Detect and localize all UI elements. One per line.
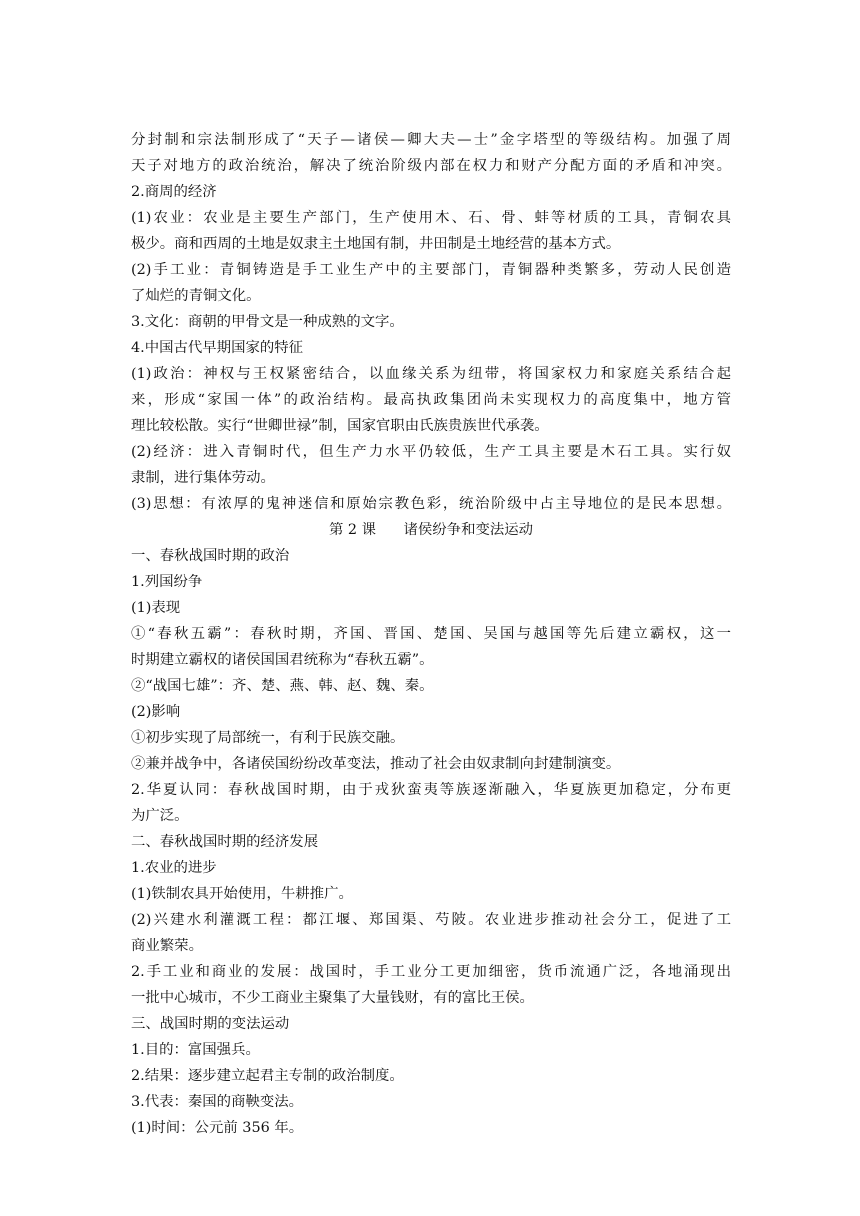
- text-line: ②兼并战争中，各诸侯国纷纷改革变法，推动了社会由奴隶制向封建制演变。: [131, 756, 621, 772]
- document-body: [131, 127, 731, 1141]
- text-line: 2.华夏认同：春秋战国时期，由于戎狄蛮夷等族逐渐融入，华夏族更加稳定，分布更: [131, 782, 731, 798]
- text-line: 2.结果：逐步建立起君主专制的政治制度。: [131, 1068, 404, 1084]
- text-line: (2)手工业：青铜铸造是手工业生产中的主要部门，青铜器种类繁多，劳动人民创造: [131, 262, 731, 278]
- text-line: 二、春秋战国时期的经济发展: [131, 834, 319, 850]
- text-line: 1.农业的进步: [131, 860, 217, 876]
- text-line: (3)思想：有浓厚的鬼神迷信和原始宗教色彩，统治阶级中占主导地位的是民本思想。: [131, 496, 731, 512]
- text-line: 来，形成“家国一体”的政治结构。最高执政集团尚未实现权力的高度集中，地方管: [131, 392, 731, 408]
- text-line: (2)经济：进入青铜时代，但生产力水平仍较低，生产工具主要是木石工具。实行奴: [131, 444, 731, 460]
- text-line: 极少。商和西周的土地是奴隶主土地国有制，井田制是土地经营的基本方式。: [131, 236, 621, 252]
- text-line: 了灿烂的青铜文化。: [131, 288, 261, 304]
- text-line: 分封制和宗法制形成了“天子—诸侯—卿大夫—士”金字塔型的等级结构。加强了周: [131, 132, 731, 148]
- text-line: 理比较松散。实行“世卿世禄”制，国家官职由氏族贵族世代承袭。: [131, 418, 549, 434]
- text-line: (1)农业：农业是主要生产部门，生产使用木、石、骨、蚌等材质的工具，青铜农具: [131, 210, 731, 226]
- text-line: ①初步实现了局部统一，有利于民族交融。: [131, 730, 405, 746]
- text-line: (1)时间：公元前 356 年。: [131, 1120, 304, 1136]
- lesson-title: 第 2 课 诸侯纷争和变法运动: [328, 522, 534, 538]
- text-line: 时期建立霸权的诸侯国国君统称为“春秋五霸”。: [131, 652, 434, 668]
- text-line: 2.手工业和商业的发展：战国时，手工业分工更加细密，货币流通广泛，各地涌现出: [131, 964, 731, 980]
- text-line: 三、战国时期的变法运动: [131, 1016, 290, 1032]
- text-line: (1)表现: [131, 600, 181, 616]
- text-line: 4.中国古代早期国家的特征: [131, 340, 304, 356]
- text-line: 天子对地方的政治统治，解决了统治阶级内部在权力和财产分配方面的矛盾和冲突。: [131, 158, 731, 174]
- text-line: 3.文化：商朝的甲骨文是一种成熟的文字。: [131, 314, 404, 330]
- text-line: ②“战国七雄”：齐、楚、燕、韩、赵、魏、秦。: [131, 678, 434, 694]
- text-line: (1)铁制农具开始使用，牛耕推广。: [131, 886, 353, 902]
- text-line: 一、春秋战国时期的政治: [131, 548, 290, 564]
- text-line: ①“春秋五霸”：春秋时期，齐国、晋国、楚国、吴国与越国等先后建立霸权，这一: [131, 626, 731, 642]
- text-line: 1.目的：富国强兵。: [131, 1042, 260, 1058]
- text-line: 1.列国纷争: [131, 574, 203, 590]
- text-line: 3.代表：秦国的商鞅变法。: [131, 1094, 304, 1110]
- text-line: 一批中心城市，不少工商业主聚集了大量钱财，有的富比王侯。: [131, 990, 534, 1006]
- text-line: 隶制，进行集体劳动。: [131, 470, 275, 486]
- text-line: 为广泛。: [131, 808, 189, 824]
- text-line: (2)兴建水利灌溉工程：都江堰、郑国渠、芍陂。农业进步推动社会分工，促进了工: [131, 912, 731, 928]
- text-line: 2.商周的经济: [131, 184, 217, 200]
- text-line: (2)影响: [131, 704, 181, 720]
- text-line: 商业繁荣。: [131, 938, 203, 954]
- text-line: (1)政治：神权与王权紧密结合，以血缘关系为纽带，将国家权力和家庭关系结合起: [131, 366, 731, 382]
